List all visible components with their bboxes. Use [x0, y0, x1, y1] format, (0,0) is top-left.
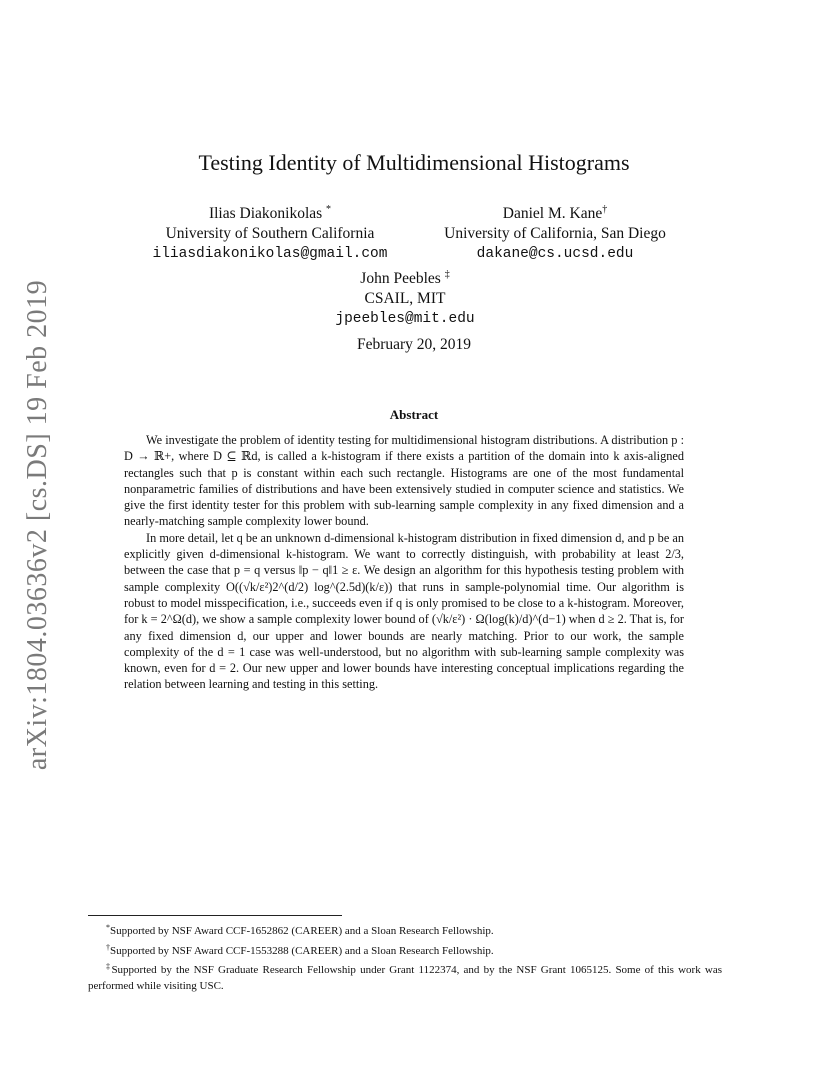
- publication-date: February 20, 2019: [356, 336, 472, 353]
- author-name: John Peebles: [360, 270, 441, 287]
- author-affiliation: University of California, San Diego: [444, 225, 666, 242]
- footnote-mark: †: [106, 942, 110, 952]
- footnote-text: Supported by the NSF Graduate Research Fellowship under Grant 1122374, and by the NSF Grant 1065125. Some of this work was performed while visiting USC.: [88, 964, 723, 992]
- footnote-text: Supported by NSF Award CCF-1553288 (CAREER) and a Sloan Research Fellowship.: [110, 944, 494, 957]
- author-email[interactable]: dakane@cs.ucsd.edu: [476, 246, 634, 262]
- author-name: Ilias Diakonikolas: [208, 205, 323, 222]
- author-affiliation: University of Southern California: [165, 225, 375, 242]
- footnote-mark: ‡: [106, 962, 112, 971]
- abstract-paragraph: We investigate the problem of identity testing for multidimensional histogram distributions. A distribution p : D → ℝ+, where D ⊆ ℝd, is called a k-histogram if there exists a partition of the domain into k axis-aligned rectangles such that p is constant within each such rectangle. Histograms are one of the most fundamental nonparametric families of distributions and have been extensively studied in computer science and statistics. We give the first identity tester for this problem with sub-learning sample complexity in any fixed dimension and a nearly-matching sample complexity lower bound.: [124, 433, 684, 529]
- author-affiliation: CSAIL, MIT: [364, 290, 446, 307]
- author-name: Daniel M. Kane: [502, 205, 603, 222]
- arxiv-identifier: arXiv:1804.03636v2 [cs.DS] 19 Feb 2019: [22, 279, 53, 771]
- author-block-3: [305, 265, 505, 329]
- footnote-rule: [88, 915, 342, 916]
- footnote-mark: ‡: [444, 269, 450, 280]
- footnote: [88, 940, 722, 960]
- author-block-1: [130, 200, 410, 264]
- paper-title: Testing Identity of Multidimensional Histograms: [198, 150, 630, 175]
- author-block-2: [430, 200, 680, 264]
- footnote: [88, 959, 722, 994]
- footnote-text: Supported by NSF Award CCF-1652862 (CAREER) and a Sloan Research Fellowship.: [110, 925, 494, 937]
- footnotes: [88, 920, 722, 994]
- author-email[interactable]: iliasdiakonikolas@gmail.com: [152, 246, 388, 262]
- abstract-heading: Abstract: [389, 407, 439, 422]
- arxiv-sidebar: [8, 279, 68, 771]
- footnote-mark: *: [106, 923, 110, 932]
- footnote: [88, 920, 722, 940]
- abstract-body: [124, 432, 684, 693]
- author-email[interactable]: jpeebles@mit.edu: [335, 311, 475, 327]
- abstract-paragraph: In more detail, let q be an unknown d-dimensional k-histogram distribution in fixed dimension d, and p be an explicitly given d-dimensional k-histogram. We want to correctly distinguish, with probability at least 2/3, between the case that p = q versus ‖p − q‖1 ≥ ε. We design an algorithm for this hypothesis testing problem with sample complexity O((√k/ε²)2^(d/2) log^(2.5d)(k/ε)) that runs in sample-polynomial time. Our algorithm is robust to model misspecification, i.e., succeeds even if q is only promised to be close to a k-histogram. Moreover, for k = 2^Ω(d), we show a sample complexity lower bound of (√k/ε²) · Ω(log(k)/d)^(d−1) when d ≥ 2. That is, for any fixed dimension d, our upper and lower bounds are nearly matching. Prior to our work, the sample complexity of the d = 1 case was well-understood, but no algorithm with sub-learning sample complexity was known, even for d = 2. Our new upper and lower bounds have interesting conceptual implications regarding the relation between learning and testing in this setting.: [124, 530, 684, 692]
- footnote-mark: *: [326, 204, 332, 215]
- footnote-mark: †: [602, 204, 608, 215]
